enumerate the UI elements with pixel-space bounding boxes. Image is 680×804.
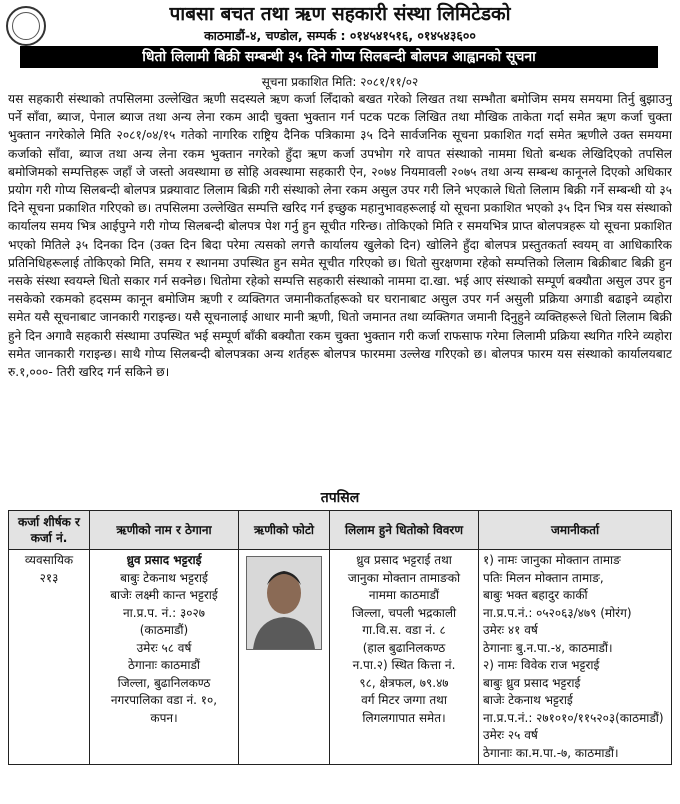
guarantor-line: ना.प्र.प.नं.: २७१०१०/११५२०३(काठमाडौं) <box>483 710 664 725</box>
org-address: काठमाडौं-४, चण्डोल, सम्पर्क : ०१४५४१५१६, ०१४५४३६०० <box>204 28 476 43</box>
guarantor-line: ठेगानाः बु.न.पा.-४, काठमाडौं। <box>483 640 613 655</box>
guarantor-line: बाबुः भक्त बहादुर कार्की <box>483 588 588 602</box>
photo-cell <box>239 550 330 765</box>
guarantor-line: १) नामः जानुका मोक्तान तामाङ <box>483 553 621 567</box>
header-photo: ऋणीको फोटो <box>239 511 330 550</box>
guarantor-line: बाबुः ध्रुव प्रसाद भट्टराई <box>483 675 581 690</box>
guarantor-line: पतिः मिलन मोक्तान तामाङ, <box>483 570 604 585</box>
notice-banner: धितो लिलामी बिक्री सम्बन्धी ३५ दिने गोप्य सिलबन्दी बोलपत्र आह्वानको सूचना <box>20 46 658 68</box>
guarantor-line: उमेरः ४१ वर्ष <box>483 623 538 637</box>
loan-type: व्यवसायिक <box>24 553 74 567</box>
borrower-line: बाजेः लक्ष्मी कान्त भट्टराई <box>110 588 218 602</box>
loan-cell <box>9 550 90 765</box>
table-row <box>9 550 672 765</box>
collateral-line: ध्रुव प्रसाद भट्टराई तथा <box>356 553 452 567</box>
collateral-line: जिल्ला, चपली भद्रकाली <box>351 605 457 620</box>
guarantor-line: ठेगानाः का.म.पा.-७, काठमाडौं। <box>483 745 619 760</box>
guarantor-line: २) नामः विवेक राज भट्टराई <box>483 658 600 672</box>
borrower-line: बाबुः टेकनाथ भट्टराई <box>120 570 208 585</box>
org-name: पाबसा बचत तथा ऋण सहकारी संस्था लिमिटेडको <box>169 3 511 25</box>
borrower-photo <box>246 556 322 650</box>
tapsil-heading: तपसिल <box>320 490 360 506</box>
borrower-line: ना.प्र.प. नं.: ३०२७ <box>123 605 205 620</box>
collateral-line: वर्ग मिटर जग्गा तथा <box>361 693 447 707</box>
collateral-line: न.पा.२) स्थित कित्ता नं. <box>352 658 456 672</box>
table-header-row <box>9 511 672 550</box>
borrower-line: नगरपालिका वडा नं. १०, <box>110 693 218 707</box>
header-borrower: ऋणीको नाम र ठेगाना <box>90 511 239 550</box>
borrower-line: ठेगानाः काठमाडौं <box>128 658 200 672</box>
published-date: सूचना प्रकाशित मिति: २०८१/११/०२ <box>261 75 419 89</box>
collateral-line: गा.वि.स. वडा नं. ८ <box>362 623 446 637</box>
notice-body: यस सहकारी संस्थाको तपसिलमा उल्लेखित ऋणी सदस्यले ऋण कर्जा लिँदाको बखत गरेको लिखत तथा सम्भौता बमोजिम समय समयमा तिर्नु बुझाउनु पर्ने साँवा, ब्याज, पेनाल ब्याज तथा अन्य लेना रकम आदी चुक्ता भुक्तान गर्न पटक पटक लिखित तथा मौखिक ताकेता गर्दा समेत ऋण कर्जा चुक्ता भुक्तान नगरेकोले मिति २०८१/०४/१५ गतेको नागरिक राष्ट्रिय दैनिक पत्रिकामा ३५ दिने सार्वजनिक सूचना प्रकाशित गर्दा समेत ऋणीले उक्त समयमा कर्जाको साँवा, ब्याज तथा अन्य लेना रकम भुक्तान नगरेको हुँदा ऋण कर्जा उपभोग गरे वापत संस्थाको नाममा धितो बन्धक लेखिदिएको तपसिल बमोजिमको सम्पत्तिहरू जहाँ जे जस्तो अवस्थामा छ सोहि अवस्थामा सहकारी ऐन, २०७४ नियमावली २०७५ तथा अन्य सम्बन्ध कानूनले दिएको अधिकार प्रयोग गरी गोप्य सिलबन्दी बोलपत्र प्रक्र्यावाट लिलाम बिक्री गरी संस्थाको लेना रकम असुल उपर गरी लिने भएकाले धितो लिलाम बिक्री गर्ने सम्बन्धी यो ३५ दिने सूचना प्रकाशित गरिएको छ। तपसिलमा उल्लेखित सम्पत्ति खरिद गर्न इच्छुक महानुभावहरूलाई यो सूचना प्रकाशित भएको ३५ दिन भित्र यस संस्थाको कार्यालय समय भित्र आईपुग्ने गरी गोप्य सिलबन्दी बोलपत्र पेश गर्नु हुन सूचीत गरिन्छ। तोकिएको मिति र समयभित्र प्राप्त बोलपत्रहरू यो सूचना प्रकाशित भएको मितिले ३५ दिनका दिन (उक्त दिन बिदा परेमा त्यसको लगत्तै कार्यालय खुलेको दिन) खोलिने हुँदा बोलपत्र प्रस्तुतकर्ता स्वयम् वा आधिकारिक प्रतिनिधिहरूलाई तोकिएको मिति, समय र स्थानमा उपस्थित हुन समेत सूचीत गरिएको छ। धितो सुरक्षणमा रहेको सम्पत्तिको लिलाम बिक्रीबाट बिक्री हुन नसके संस्था स्वयम्ले धितो सकार गर्न सक्नेछ। धितोमा रहेको सम्पत्ति सहकारी संस्थाको नाममा दा.खा. भई आए संस्थाको सम्पूर्ण बक्यौता असुल उपर हुन नसकेको रकमको हदसम्म कानून बमोजिम ऋणी र व्यक्तिगत जमानीकर्ताहरूको घर घरानाबाट असुल उपर गर्न असुली प्रक्रिया अगाडी बढाइने व्यहोरा समेत यसै सूचनाबाट जानकारी गराइन्छ। यसै सूचनालाई आधार मानी ऋणी, धितो जमानत तथा व्यक्तिगत जमानी दिनुहुने व्यक्तिहरूले धितो लिलाम बिक्री हुने दिन अगावै सहकारी संस्थामा उपस्थित भई सम्पूर्ण बाँकी बक्यौता रकम चुक्ता भुक्तान गरी कर्जा राफसाफ गरेमा लिलामी प्रक्रिया स्थगित गरिने व्यहोरा समेत जानकारी गराइन्छ। साथै गोप्य सिलबन्दी बोलपत्रका अन्य शर्तहरू बोलपत्र फारममा उल्लेख गरिएको छ। बोलपत्र फारम यस संस्थाको कार्यालयबाट रु.१,०००- तिरी खरिद गर्न सकिने छ। <box>8 92 672 380</box>
borrower-name: ध्रुव प्रसाद भट्टराई <box>126 553 202 567</box>
guarantor-line: बाजेः टेकनाथ भट्टराई <box>483 693 573 707</box>
guarantor-line: उमेरः २५ वर्ष <box>483 728 538 742</box>
collateral-line: (हाल बुढानिलकण्ठ <box>362 640 446 655</box>
collateral-line: ९८, क्षेत्रफल, ७९.४७ <box>359 675 449 690</box>
header-collateral: लिलाम हुने धितोको विवरण <box>330 511 479 550</box>
header-guarantors: जमानीकर्ता <box>479 511 672 550</box>
collateral-line: जानुका मोक्तान तामाङको <box>347 570 461 585</box>
loan-number: २१३ <box>39 570 59 585</box>
borrower-line: कपन। <box>150 710 178 725</box>
collateral-line: नाममा काठमाडौं <box>368 588 440 602</box>
borrower-cell <box>90 550 239 765</box>
borrower-line: उमेरः ५८ वर्ष <box>136 640 192 655</box>
collateral-cell <box>330 550 479 765</box>
collateral-line: लिगलगापात समेत। <box>362 710 446 725</box>
borrower-line: (काठमाडौं) <box>139 623 189 637</box>
borrower-line: जिल्ला, बुढानिलकण्ठ <box>117 675 211 690</box>
header-loan: कर्जा शीर्षक र कर्जा नं. <box>9 511 90 550</box>
schedule-table <box>8 510 672 765</box>
guarantor-line: ना.प्र.प.नं.: ०५२०६३/४७९ (मोरंग) <box>483 605 632 620</box>
guarantors-cell <box>479 550 672 765</box>
